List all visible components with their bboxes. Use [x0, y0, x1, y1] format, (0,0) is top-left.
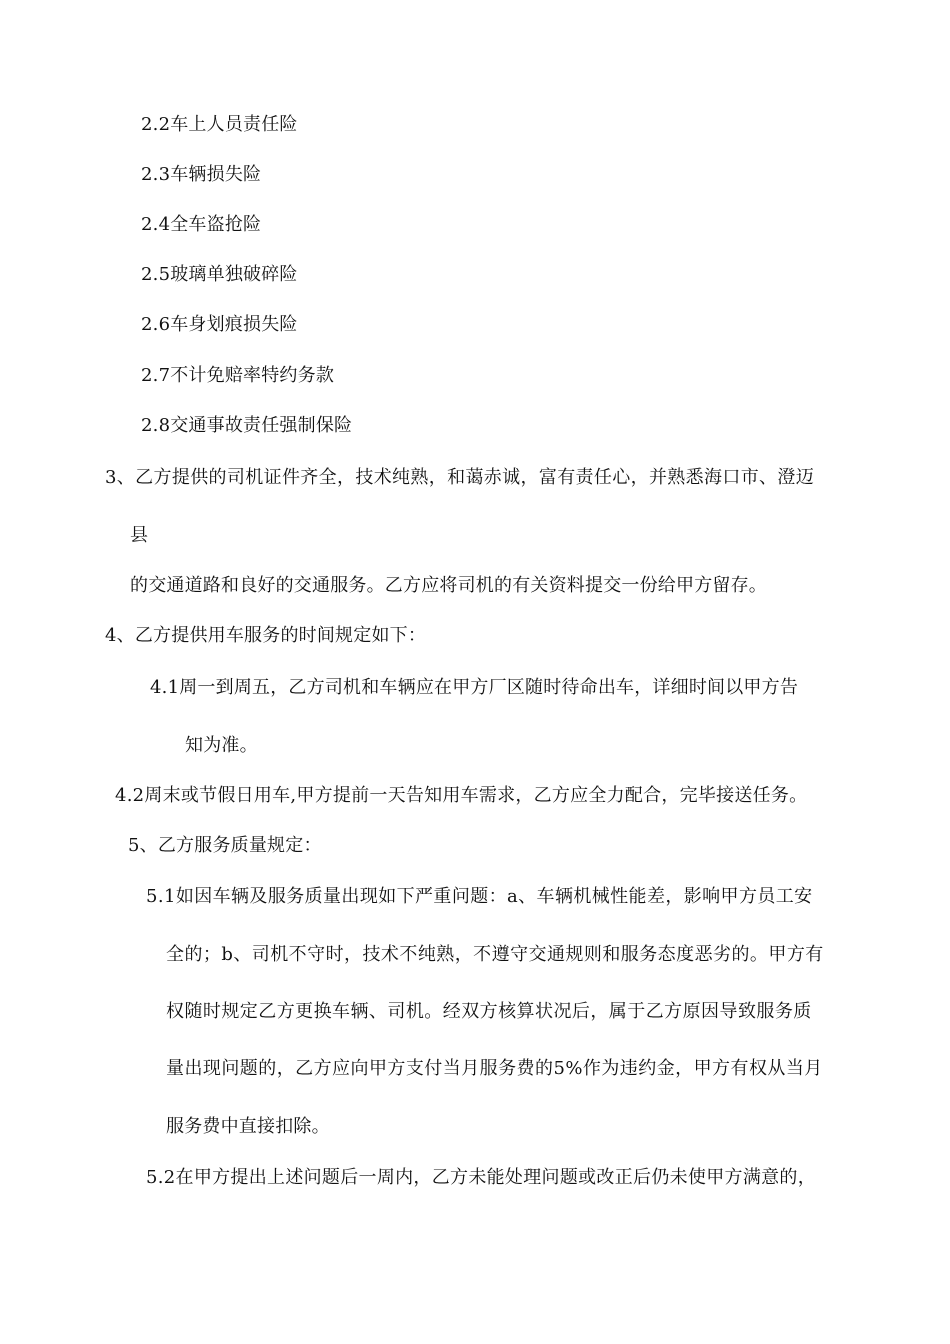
text-line-2-7: 2.7不计免赔率特约务款 [141, 365, 335, 386]
text-line-2-3: 2.3车辆损失险 [141, 164, 262, 185]
text-line-2-6: 2.6车身划痕损失险 [141, 314, 298, 335]
text-line-5-1: 5.1如因车辆及服务质量出现如下严重问题：a、车辆机械性能差，影响甲方员工安 [146, 886, 813, 907]
text-line-5-1-cont-2: 权随时规定乙方更换车辆、司机。经双方核算状况后，属于乙方原因导致服务质 [166, 1001, 812, 1022]
text-line-2-2: 2.2车上人员责任险 [141, 114, 298, 135]
text-line-5: 5、乙方服务质量规定： [128, 835, 322, 856]
text-line-2-5: 2.5玻璃单独破碎险 [141, 264, 298, 285]
text-line-4-1: 4.1周一到周五，乙方司机和车辆应在甲方厂区随时待命出车，详细时间以甲方告 [150, 677, 799, 698]
text-line-5-1-cont-1: 全的；b、司机不守时，技术不纯熟，不遵守交通规则和服务态度恶劣的。甲方有 [166, 944, 824, 965]
text-line-2-4: 2.4全车盗抢险 [141, 214, 262, 235]
text-line-5-2: 5.2在甲方提出上述问题后一周内，乙方未能处理问题或改正后仍未使甲方满意的， [146, 1167, 817, 1188]
text-line-4: 4、乙方提供用车服务的时间规定如下： [105, 625, 427, 646]
text-line-5-1-cont-4: 服务费中直接扣除。 [166, 1116, 330, 1137]
text-line-4-1-cont: 知为准。 [185, 735, 258, 756]
text-line-2-8: 2.8交通事故责任强制保险 [141, 415, 353, 436]
text-line-5-1-cont-3: 量出现问题的，乙方应向甲方支付当月服务费的5%作为违约金，甲方有权从当月 [166, 1058, 823, 1079]
text-line-3: 3、乙方提供的司机证件齐全，技术纯熟，和蔼赤诚，富有责任心，并熟悉海口市、澄迈 [105, 467, 815, 488]
text-line-4-2: 4.2周末或节假日用车,甲方提前一天告知用车需求，乙方应全力配合，完毕接送任务。 [115, 785, 808, 806]
text-line-3-cont-2: 的交通道路和良好的交通服务。乙方应将司机的有关资料提交一份给甲方留存。 [130, 575, 767, 596]
text-line-3-cont: 县 [130, 525, 149, 546]
